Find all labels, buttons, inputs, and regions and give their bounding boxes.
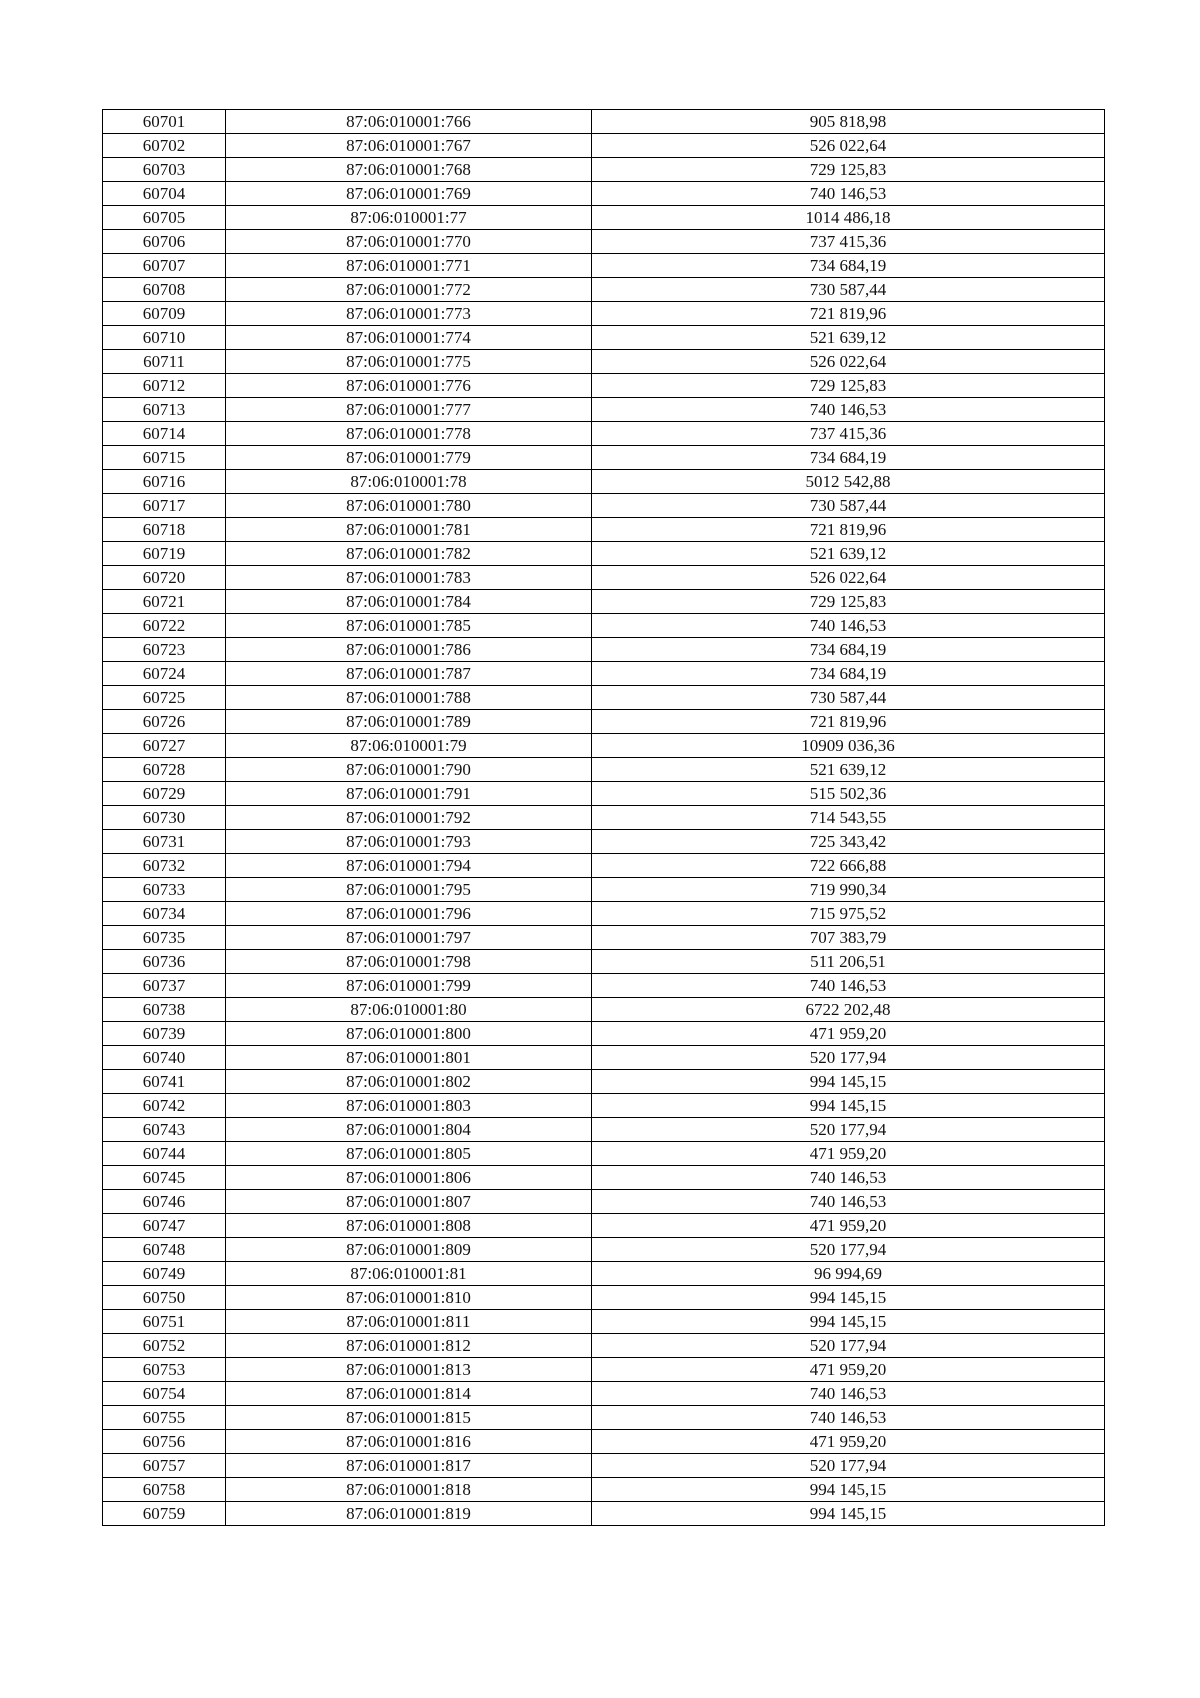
cadastral-number-cell: 87:06:010001:791	[226, 782, 592, 806]
row-number-cell: 60716	[103, 470, 226, 494]
cadastral-number-cell: 87:06:010001:773	[226, 302, 592, 326]
table-row	[103, 158, 1105, 182]
cadastral-number-cell: 87:06:010001:800	[226, 1022, 592, 1046]
cadastral-value-cell: 526 022,64	[592, 350, 1105, 374]
table-row	[103, 1070, 1105, 1094]
cadastral-number-cell: 87:06:010001:811	[226, 1310, 592, 1334]
row-number-cell: 60730	[103, 806, 226, 830]
table-row	[103, 302, 1105, 326]
table-row	[103, 1262, 1105, 1286]
cadastral-number-cell: 87:06:010001:809	[226, 1238, 592, 1262]
cadastral-number-cell: 87:06:010001:771	[226, 254, 592, 278]
table-row	[103, 254, 1105, 278]
row-number-cell: 60746	[103, 1190, 226, 1214]
row-number-cell: 60751	[103, 1310, 226, 1334]
row-number-cell: 60728	[103, 758, 226, 782]
cadastral-value-cell: 729 125,83	[592, 158, 1105, 182]
cadastral-value-cell: 721 819,96	[592, 518, 1105, 542]
cadastral-number-cell: 87:06:010001:81	[226, 1262, 592, 1286]
row-number-cell: 60749	[103, 1262, 226, 1286]
cadastral-value-cell: 740 146,53	[592, 974, 1105, 998]
table-row	[103, 1142, 1105, 1166]
cadastral-number-cell: 87:06:010001:804	[226, 1118, 592, 1142]
cadastral-value-cell: 96 994,69	[592, 1262, 1105, 1286]
cadastral-value-cell: 734 684,19	[592, 446, 1105, 470]
cadastral-number-cell: 87:06:010001:816	[226, 1430, 592, 1454]
row-number-cell: 60722	[103, 614, 226, 638]
cadastral-number-cell: 87:06:010001:774	[226, 326, 592, 350]
cadastral-value-cell: 737 415,36	[592, 422, 1105, 446]
table-row	[103, 974, 1105, 998]
row-number-cell: 60702	[103, 134, 226, 158]
table-row	[103, 1358, 1105, 1382]
cadastral-value-cell: 714 543,55	[592, 806, 1105, 830]
table-row	[103, 1430, 1105, 1454]
table-row	[103, 782, 1105, 806]
cadastral-value-cell: 725 343,42	[592, 830, 1105, 854]
cadastral-number-cell: 87:06:010001:792	[226, 806, 592, 830]
table-row	[103, 278, 1105, 302]
row-number-cell: 60703	[103, 158, 226, 182]
cadastral-value-cell: 740 146,53	[592, 182, 1105, 206]
table-row	[103, 878, 1105, 902]
cadastral-value-cell: 994 145,15	[592, 1286, 1105, 1310]
cadastral-value-cell: 6722 202,48	[592, 998, 1105, 1022]
cadastral-number-cell: 87:06:010001:793	[226, 830, 592, 854]
cadastral-number-cell: 87:06:010001:801	[226, 1046, 592, 1070]
cadastral-value-cell: 740 146,53	[592, 1190, 1105, 1214]
row-number-cell: 60723	[103, 638, 226, 662]
cadastral-value-cell: 721 819,96	[592, 302, 1105, 326]
cadastral-number-cell: 87:06:010001:794	[226, 854, 592, 878]
table-row	[103, 758, 1105, 782]
row-number-cell: 60740	[103, 1046, 226, 1070]
table-row	[103, 710, 1105, 734]
cadastral-number-cell: 87:06:010001:770	[226, 230, 592, 254]
table-body	[103, 110, 1105, 1526]
row-number-cell: 60753	[103, 1358, 226, 1382]
cadastral-number-cell: 87:06:010001:787	[226, 662, 592, 686]
table-row	[103, 422, 1105, 446]
table-row	[103, 1382, 1105, 1406]
cadastral-value-cell: 719 990,34	[592, 878, 1105, 902]
table-row	[103, 1046, 1105, 1070]
cadastral-number-cell: 87:06:010001:781	[226, 518, 592, 542]
row-number-cell: 60742	[103, 1094, 226, 1118]
cadastral-value-cell: 721 819,96	[592, 710, 1105, 734]
table-row	[103, 1454, 1105, 1478]
table-row	[103, 470, 1105, 494]
table-row	[103, 1166, 1105, 1190]
table-row	[103, 374, 1105, 398]
row-number-cell: 60717	[103, 494, 226, 518]
row-number-cell: 60750	[103, 1286, 226, 1310]
row-number-cell: 60701	[103, 110, 226, 134]
cadastral-number-cell: 87:06:010001:818	[226, 1478, 592, 1502]
cadastral-value-cell: 994 145,15	[592, 1070, 1105, 1094]
table-row	[103, 110, 1105, 134]
row-number-cell: 60705	[103, 206, 226, 230]
row-number-cell: 60704	[103, 182, 226, 206]
cadastral-number-cell: 87:06:010001:767	[226, 134, 592, 158]
cadastral-number-cell: 87:06:010001:78	[226, 470, 592, 494]
cadastral-value-cell: 521 639,12	[592, 758, 1105, 782]
cadastral-value-cell: 730 587,44	[592, 494, 1105, 518]
cadastral-value-cell: 722 666,88	[592, 854, 1105, 878]
cadastral-value-cell: 730 587,44	[592, 686, 1105, 710]
row-number-cell: 60743	[103, 1118, 226, 1142]
row-number-cell: 60724	[103, 662, 226, 686]
cadastral-value-cell: 511 206,51	[592, 950, 1105, 974]
table-row	[103, 446, 1105, 470]
row-number-cell: 60708	[103, 278, 226, 302]
table-row	[103, 1310, 1105, 1334]
cadastral-value-cell: 1014 486,18	[592, 206, 1105, 230]
cadastral-value-cell: 10909 036,36	[592, 734, 1105, 758]
table-row	[103, 1502, 1105, 1526]
cadastral-value-cell: 707 383,79	[592, 926, 1105, 950]
row-number-cell: 60757	[103, 1454, 226, 1478]
table-row	[103, 830, 1105, 854]
row-number-cell: 60747	[103, 1214, 226, 1238]
cadastral-number-cell: 87:06:010001:802	[226, 1070, 592, 1094]
table-row	[103, 134, 1105, 158]
cadastral-value-cell: 526 022,64	[592, 566, 1105, 590]
row-number-cell: 60709	[103, 302, 226, 326]
cadastral-number-cell: 87:06:010001:80	[226, 998, 592, 1022]
cadastral-number-cell: 87:06:010001:789	[226, 710, 592, 734]
row-number-cell: 60720	[103, 566, 226, 590]
cadastral-value-cell: 526 022,64	[592, 134, 1105, 158]
table-row	[103, 806, 1105, 830]
cadastral-number-cell: 87:06:010001:769	[226, 182, 592, 206]
row-number-cell: 60756	[103, 1430, 226, 1454]
cadastral-number-cell: 87:06:010001:778	[226, 422, 592, 446]
table-row	[103, 638, 1105, 662]
cadastral-value-cell: 737 415,36	[592, 230, 1105, 254]
table-row	[103, 926, 1105, 950]
table-row	[103, 662, 1105, 686]
cadastral-value-cell: 521 639,12	[592, 326, 1105, 350]
row-number-cell: 60706	[103, 230, 226, 254]
table-row	[103, 590, 1105, 614]
row-number-cell: 60735	[103, 926, 226, 950]
table-row	[103, 542, 1105, 566]
cadastral-value-cell: 994 145,15	[592, 1502, 1105, 1526]
cadastral-value-cell: 994 145,15	[592, 1094, 1105, 1118]
row-number-cell: 60745	[103, 1166, 226, 1190]
cadastral-number-cell: 87:06:010001:815	[226, 1406, 592, 1430]
cadastral-value-cell: 729 125,83	[592, 374, 1105, 398]
table-row	[103, 734, 1105, 758]
cadastral-number-cell: 87:06:010001:77	[226, 206, 592, 230]
table-row	[103, 182, 1105, 206]
table-row	[103, 1214, 1105, 1238]
row-number-cell: 60736	[103, 950, 226, 974]
row-number-cell: 60759	[103, 1502, 226, 1526]
row-number-cell: 60737	[103, 974, 226, 998]
cadastral-number-cell: 87:06:010001:805	[226, 1142, 592, 1166]
row-number-cell: 60726	[103, 710, 226, 734]
table-row	[103, 998, 1105, 1022]
cadastral-value-cell: 994 145,15	[592, 1310, 1105, 1334]
table-row	[103, 614, 1105, 638]
cadastral-number-cell: 87:06:010001:806	[226, 1166, 592, 1190]
table-row	[103, 686, 1105, 710]
row-number-cell: 60734	[103, 902, 226, 926]
table-row	[103, 1478, 1105, 1502]
cadastral-number-cell: 87:06:010001:779	[226, 446, 592, 470]
row-number-cell: 60739	[103, 1022, 226, 1046]
cadastral-number-cell: 87:06:010001:790	[226, 758, 592, 782]
cadastral-number-cell: 87:06:010001:807	[226, 1190, 592, 1214]
row-number-cell: 60712	[103, 374, 226, 398]
cadastral-number-cell: 87:06:010001:817	[226, 1454, 592, 1478]
row-number-cell: 60729	[103, 782, 226, 806]
table-row	[103, 902, 1105, 926]
cadastral-value-cell: 515 502,36	[592, 782, 1105, 806]
cadastral-value-cell: 520 177,94	[592, 1334, 1105, 1358]
row-number-cell: 60711	[103, 350, 226, 374]
row-number-cell: 60727	[103, 734, 226, 758]
cadastral-number-cell: 87:06:010001:782	[226, 542, 592, 566]
cadastral-value-cell: 740 146,53	[592, 614, 1105, 638]
row-number-cell: 60731	[103, 830, 226, 854]
cadastral-value-cell: 520 177,94	[592, 1118, 1105, 1142]
cadastral-number-cell: 87:06:010001:803	[226, 1094, 592, 1118]
table-row	[103, 1118, 1105, 1142]
row-number-cell: 60719	[103, 542, 226, 566]
table-row	[103, 326, 1105, 350]
row-number-cell: 60744	[103, 1142, 226, 1166]
cadastral-number-cell: 87:06:010001:796	[226, 902, 592, 926]
row-number-cell: 60754	[103, 1382, 226, 1406]
table-row	[103, 1286, 1105, 1310]
cadastral-number-cell: 87:06:010001:813	[226, 1358, 592, 1382]
row-number-cell: 60710	[103, 326, 226, 350]
cadastral-value-cell: 471 959,20	[592, 1214, 1105, 1238]
cadastral-value-cell: 729 125,83	[592, 590, 1105, 614]
cadastral-number-cell: 87:06:010001:784	[226, 590, 592, 614]
row-number-cell: 60741	[103, 1070, 226, 1094]
table-row	[103, 854, 1105, 878]
cadastral-number-cell: 87:06:010001:79	[226, 734, 592, 758]
cadastral-value-cell: 471 959,20	[592, 1430, 1105, 1454]
table-row	[103, 1022, 1105, 1046]
cadastral-number-cell: 87:06:010001:776	[226, 374, 592, 398]
table-row	[103, 206, 1105, 230]
cadastral-number-cell: 87:06:010001:812	[226, 1334, 592, 1358]
cadastral-value-cell: 730 587,44	[592, 278, 1105, 302]
table-row	[103, 518, 1105, 542]
row-number-cell: 60718	[103, 518, 226, 542]
cadastral-value-cell: 521 639,12	[592, 542, 1105, 566]
cadastral-value-cell: 734 684,19	[592, 254, 1105, 278]
cadastral-value-cell: 734 684,19	[592, 638, 1105, 662]
table-row	[103, 1190, 1105, 1214]
cadastral-value-cell: 520 177,94	[592, 1238, 1105, 1262]
cadastral-number-cell: 87:06:010001:819	[226, 1502, 592, 1526]
row-number-cell: 60713	[103, 398, 226, 422]
cadastral-number-cell: 87:06:010001:783	[226, 566, 592, 590]
row-number-cell: 60738	[103, 998, 226, 1022]
cadastral-number-cell: 87:06:010001:799	[226, 974, 592, 998]
cadastral-number-cell: 87:06:010001:808	[226, 1214, 592, 1238]
table-row	[103, 1334, 1105, 1358]
cadastral-number-cell: 87:06:010001:768	[226, 158, 592, 182]
cadastral-number-cell: 87:06:010001:797	[226, 926, 592, 950]
row-number-cell: 60732	[103, 854, 226, 878]
table-row	[103, 398, 1105, 422]
cadastral-value-cell: 740 146,53	[592, 1166, 1105, 1190]
cadastral-value-cell: 5012 542,88	[592, 470, 1105, 494]
cadastral-value-cell: 994 145,15	[592, 1478, 1105, 1502]
cadastral-value-cell: 471 959,20	[592, 1142, 1105, 1166]
row-number-cell: 60752	[103, 1334, 226, 1358]
table-row	[103, 350, 1105, 374]
row-number-cell: 60721	[103, 590, 226, 614]
table-row	[103, 950, 1105, 974]
cadastral-number-cell: 87:06:010001:772	[226, 278, 592, 302]
cadastral-value-cell: 471 959,20	[592, 1358, 1105, 1382]
cadastral-number-cell: 87:06:010001:814	[226, 1382, 592, 1406]
cadastral-value-cell: 905 818,98	[592, 110, 1105, 134]
row-number-cell: 60715	[103, 446, 226, 470]
cadastral-number-cell: 87:06:010001:788	[226, 686, 592, 710]
cadastral-value-cell: 740 146,53	[592, 1382, 1105, 1406]
row-number-cell: 60755	[103, 1406, 226, 1430]
row-number-cell: 60707	[103, 254, 226, 278]
cadastral-value-cell: 740 146,53	[592, 398, 1105, 422]
cadastral-number-cell: 87:06:010001:777	[226, 398, 592, 422]
row-number-cell: 60714	[103, 422, 226, 446]
cadastral-value-cell: 520 177,94	[592, 1454, 1105, 1478]
row-number-cell: 60758	[103, 1478, 226, 1502]
cadastral-number-cell: 87:06:010001:810	[226, 1286, 592, 1310]
cadastral-value-cell: 471 959,20	[592, 1022, 1105, 1046]
table-row	[103, 566, 1105, 590]
table-row	[103, 1094, 1105, 1118]
cadastral-number-cell: 87:06:010001:766	[226, 110, 592, 134]
cadastral-value-cell: 734 684,19	[592, 662, 1105, 686]
cadastral-number-cell: 87:06:010001:795	[226, 878, 592, 902]
row-number-cell: 60748	[103, 1238, 226, 1262]
table-row	[103, 230, 1105, 254]
cadastral-number-cell: 87:06:010001:798	[226, 950, 592, 974]
row-number-cell: 60733	[103, 878, 226, 902]
table-row	[103, 1238, 1105, 1262]
cadastral-value-cell: 520 177,94	[592, 1046, 1105, 1070]
cadastral-number-cell: 87:06:010001:786	[226, 638, 592, 662]
cadastral-number-cell: 87:06:010001:775	[226, 350, 592, 374]
cadastral-value-cell: 715 975,52	[592, 902, 1105, 926]
table-row	[103, 1406, 1105, 1430]
cadastral-value-cell: 740 146,53	[592, 1406, 1105, 1430]
cadastral-number-cell: 87:06:010001:785	[226, 614, 592, 638]
table-row	[103, 494, 1105, 518]
cadastral-number-cell: 87:06:010001:780	[226, 494, 592, 518]
cadastral-value-table	[102, 109, 1105, 1526]
row-number-cell: 60725	[103, 686, 226, 710]
